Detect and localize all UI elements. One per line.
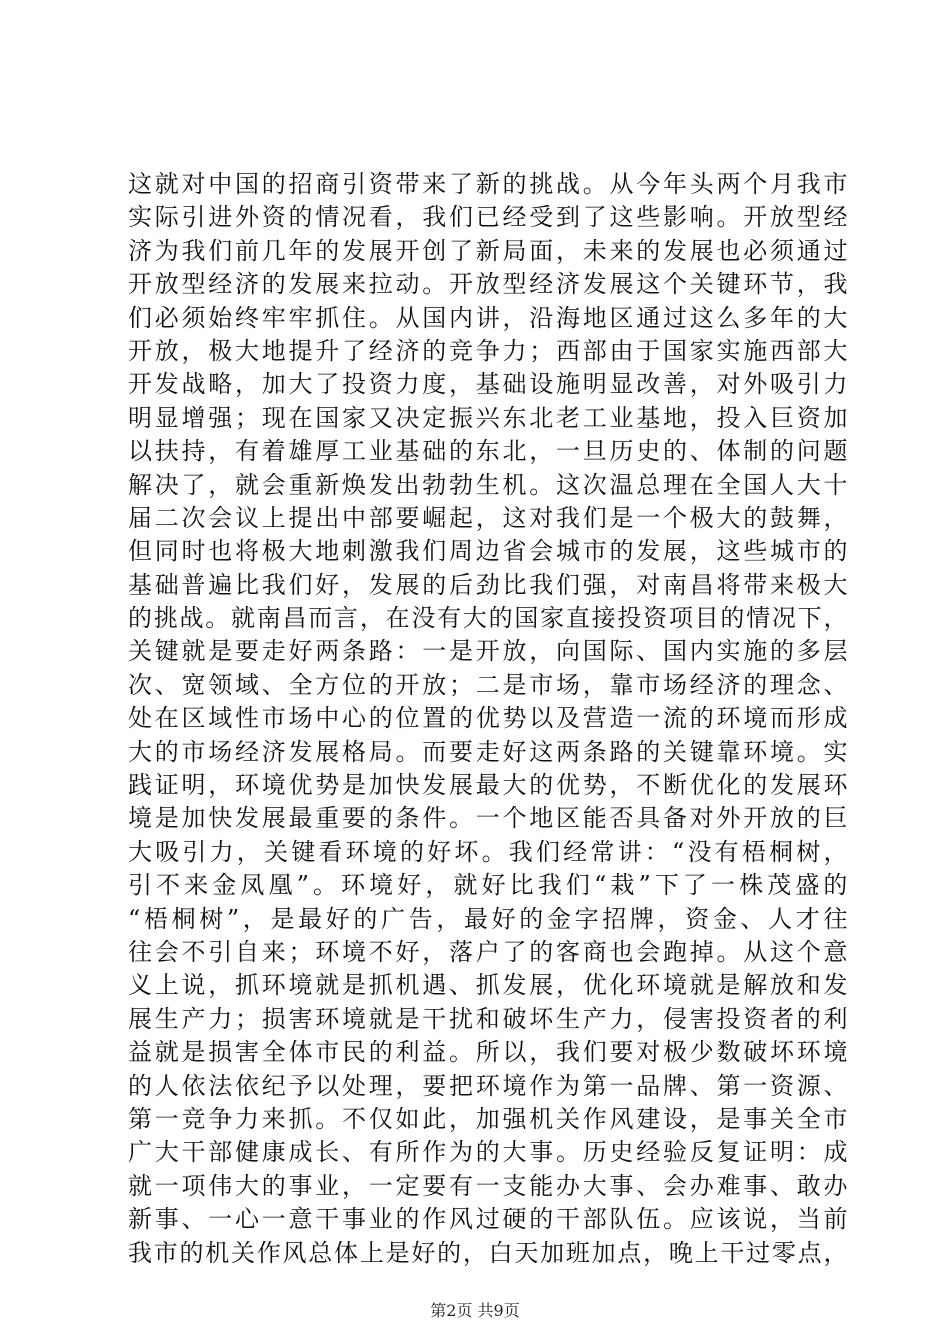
text-line: 届二次会议上提出中部要崛起，这对我们是一个极大的鼓舞， <box>128 503 848 532</box>
text-line: 就一项伟大的事业，一定要有一支能办大事、会办难事、敢办 <box>128 1171 848 1200</box>
body-text <box>128 168 848 1270</box>
text-line: 引不来金凤凰”。环境好，就好比我们“栽”下了一株茂盛的 <box>128 871 848 900</box>
text-line: 开放，极大地提升了经济的竞争力；西部由于国家实施西部大 <box>128 336 848 365</box>
text-line: 济为我们前几年的发展开创了新局面，未来的发展也必须通过 <box>128 236 848 265</box>
text-line: 第一竞争力来抓。不仅如此，加强机关作风建设，是事关全市 <box>128 1104 848 1133</box>
text-line: 开发战略，加大了投资力度，基础设施明显改善，对外吸引力 <box>128 370 848 399</box>
text-line: 次、宽领域、全方位的开放；二是市场，靠市场经济的理念、 <box>128 670 848 699</box>
text-line: 展生产力；损害环境就是干扰和破坏生产力，侵害投资者的利 <box>128 1004 848 1033</box>
text-line: 基础普遍比我们好，发展的后劲比我们强，对南昌将带来极大 <box>128 570 848 599</box>
text-line: 关键就是要走好两条路：一是开放，向国际、国内实施的多层 <box>128 637 848 666</box>
page-number-footer: 第2页 共9页 <box>430 1301 520 1320</box>
text-line: 我市的机关作风总体上是好的，白天加班加点，晚上干过零点， <box>128 1238 848 1267</box>
text-line: 的挑战。就南昌而言，在没有大的国家直接投资项目的情况下， <box>128 604 848 633</box>
text-line: 新事、一心一意干事业的作风过硬的干部队伍。应该说，当前 <box>128 1205 848 1234</box>
text-line: 这就对中国的招商引资带来了新的挑战。从今年头两个月我市 <box>128 170 848 198</box>
text-line: “梧桐树”，是最好的广告，最好的金字招牌，资金、人才往 <box>128 904 848 933</box>
text-line: 但同时也将极大地刺激我们周边省会城市的发展，这些城市的 <box>128 537 848 566</box>
text-line: 开放型经济的发展来拉动。开放型经济发展这个关键环节，我 <box>128 270 848 299</box>
text-line: 境是加快发展最重要的条件。一个地区能否具备对外开放的巨 <box>128 804 848 833</box>
text-line: 践证明，环境优势是加快发展最大的优势，不断优化的发展环 <box>128 771 848 800</box>
text-line: 大的市场经济发展格局。而要走好这两条路的关键靠环境。实 <box>128 737 848 766</box>
text-line: 益就是损害全体市民的利益。所以，我们要对极少数破坏环境 <box>128 1038 848 1067</box>
text-line: 明显增强；现在国家又决定振兴东北老工业基地，投入巨资加 <box>128 403 848 432</box>
text-line: 广大干部健康成长、有所作为的大事。历史经验反复证明：成 <box>128 1138 848 1167</box>
text-line: 大吸引力，关键看环境的好坏。我们经常讲：“没有梧桐树， <box>128 837 848 866</box>
text-line: 以扶持，有着雄厚工业基础的东北，一旦历史的、体制的问题 <box>128 437 848 466</box>
text-line: 往会不引自来；环境不好，落户了的客商也会跑掉。从这个意 <box>128 937 848 966</box>
text-line: 的人依法依纪予以处理，要把环境作为第一品牌、第一资源、 <box>128 1071 848 1100</box>
text-line: 实际引进外资的情况看，我们已经受到了这些影响。开放型经 <box>128 203 848 232</box>
text-line: 义上说，抓环境就是抓机遇、抓发展，优化环境就是解放和发 <box>128 971 848 1000</box>
text-line: 解决了，就会重新焕发出勃勃生机。这次温总理在全国人大十 <box>128 470 848 499</box>
text-line: 处在区域性市场中心的位置的优势以及营造一流的环境而形成 <box>128 704 848 733</box>
text-line: 们必须始终牢牢抓住。从国内讲，沿海地区通过这么多年的大 <box>128 303 848 332</box>
